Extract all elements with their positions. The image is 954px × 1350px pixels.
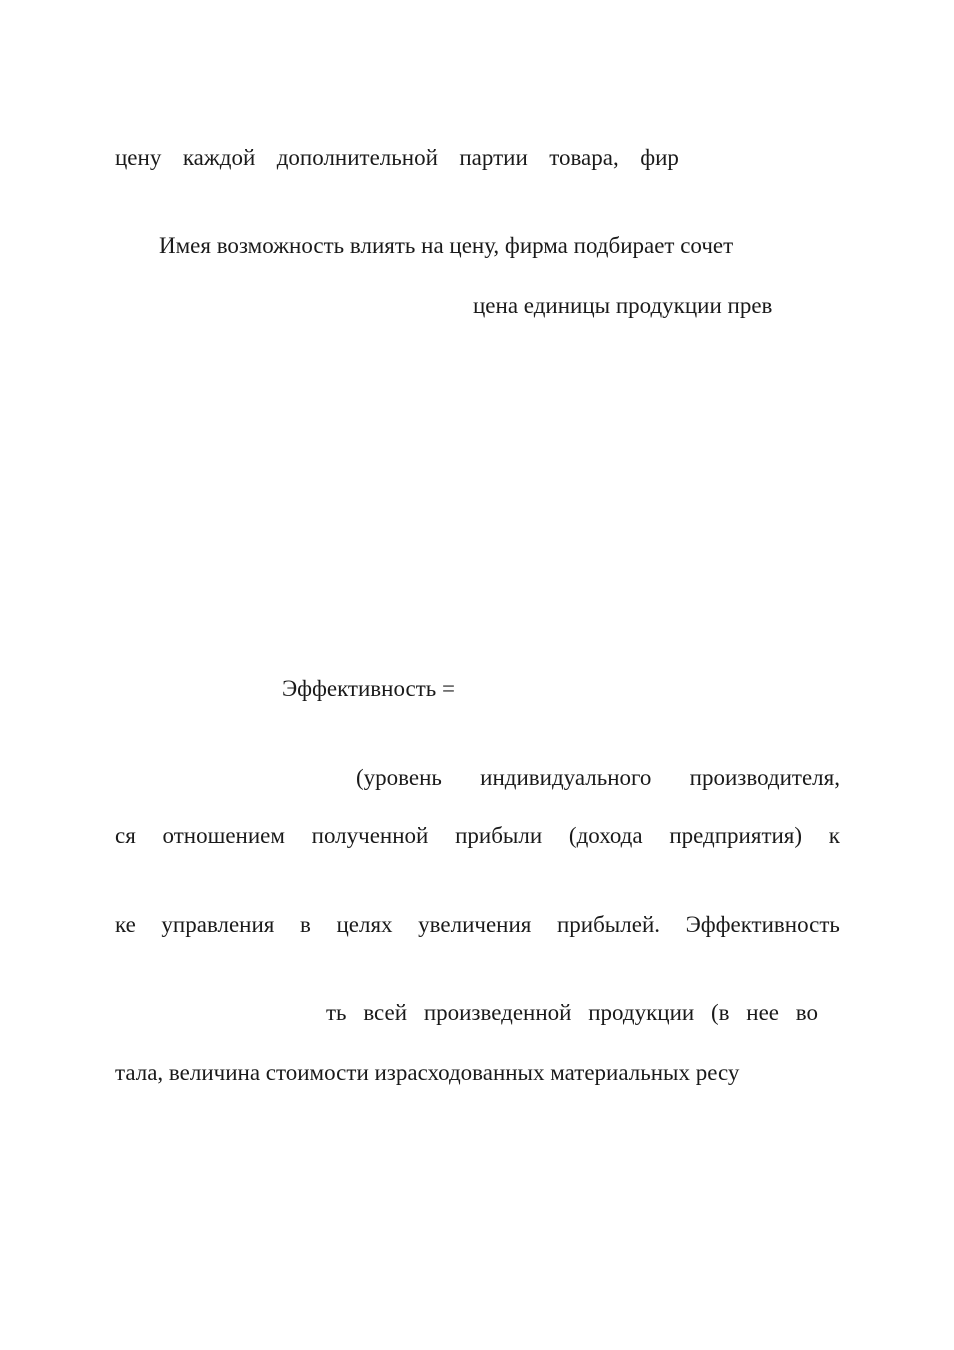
- formula-label: Эффективность =: [282, 676, 456, 701]
- word: ке: [115, 912, 136, 937]
- text-line-5: [356, 764, 840, 792]
- text-line-1: [115, 144, 679, 172]
- word: продукции: [588, 1000, 695, 1025]
- word: к: [828, 823, 840, 848]
- text-line-6: [115, 822, 840, 850]
- word: (уровень: [356, 765, 442, 790]
- word: прибылей.: [556, 912, 661, 937]
- word: всей: [363, 1000, 408, 1025]
- word: индивидуального: [480, 765, 652, 790]
- text-line-3: цена единицы продукции прев: [473, 293, 773, 318]
- word: отношением: [162, 823, 285, 848]
- word: производителя,: [689, 765, 840, 790]
- text-line-7: [115, 911, 840, 939]
- word: товара,: [549, 145, 619, 170]
- word: ся: [115, 823, 136, 848]
- word: нее: [746, 1000, 779, 1025]
- word: произведенной: [423, 1000, 572, 1025]
- word: увеличения: [418, 912, 532, 937]
- word: ть: [326, 1000, 347, 1025]
- word: предприятия): [669, 823, 803, 848]
- word: (дохода: [568, 823, 643, 848]
- word: (в: [710, 1000, 730, 1025]
- word: целях: [336, 912, 393, 937]
- word: прибыли: [455, 823, 543, 848]
- text-line-2: Имея возможность влиять на цену, фирма подбирает сочет: [159, 233, 734, 258]
- word: Эффективность: [685, 912, 840, 937]
- word: цену: [115, 145, 162, 170]
- word: фир: [640, 145, 679, 170]
- text-line-9: тала, величина стоимости израсходованных материальных ресу: [115, 1060, 740, 1085]
- text-line-8: [326, 999, 818, 1027]
- word: в: [300, 912, 311, 937]
- word: каждой: [182, 145, 256, 170]
- word: полученной: [311, 823, 429, 848]
- word: во: [795, 1000, 818, 1025]
- word: дополнительной: [276, 145, 438, 170]
- word: партии: [459, 145, 528, 170]
- word: управления: [161, 912, 275, 937]
